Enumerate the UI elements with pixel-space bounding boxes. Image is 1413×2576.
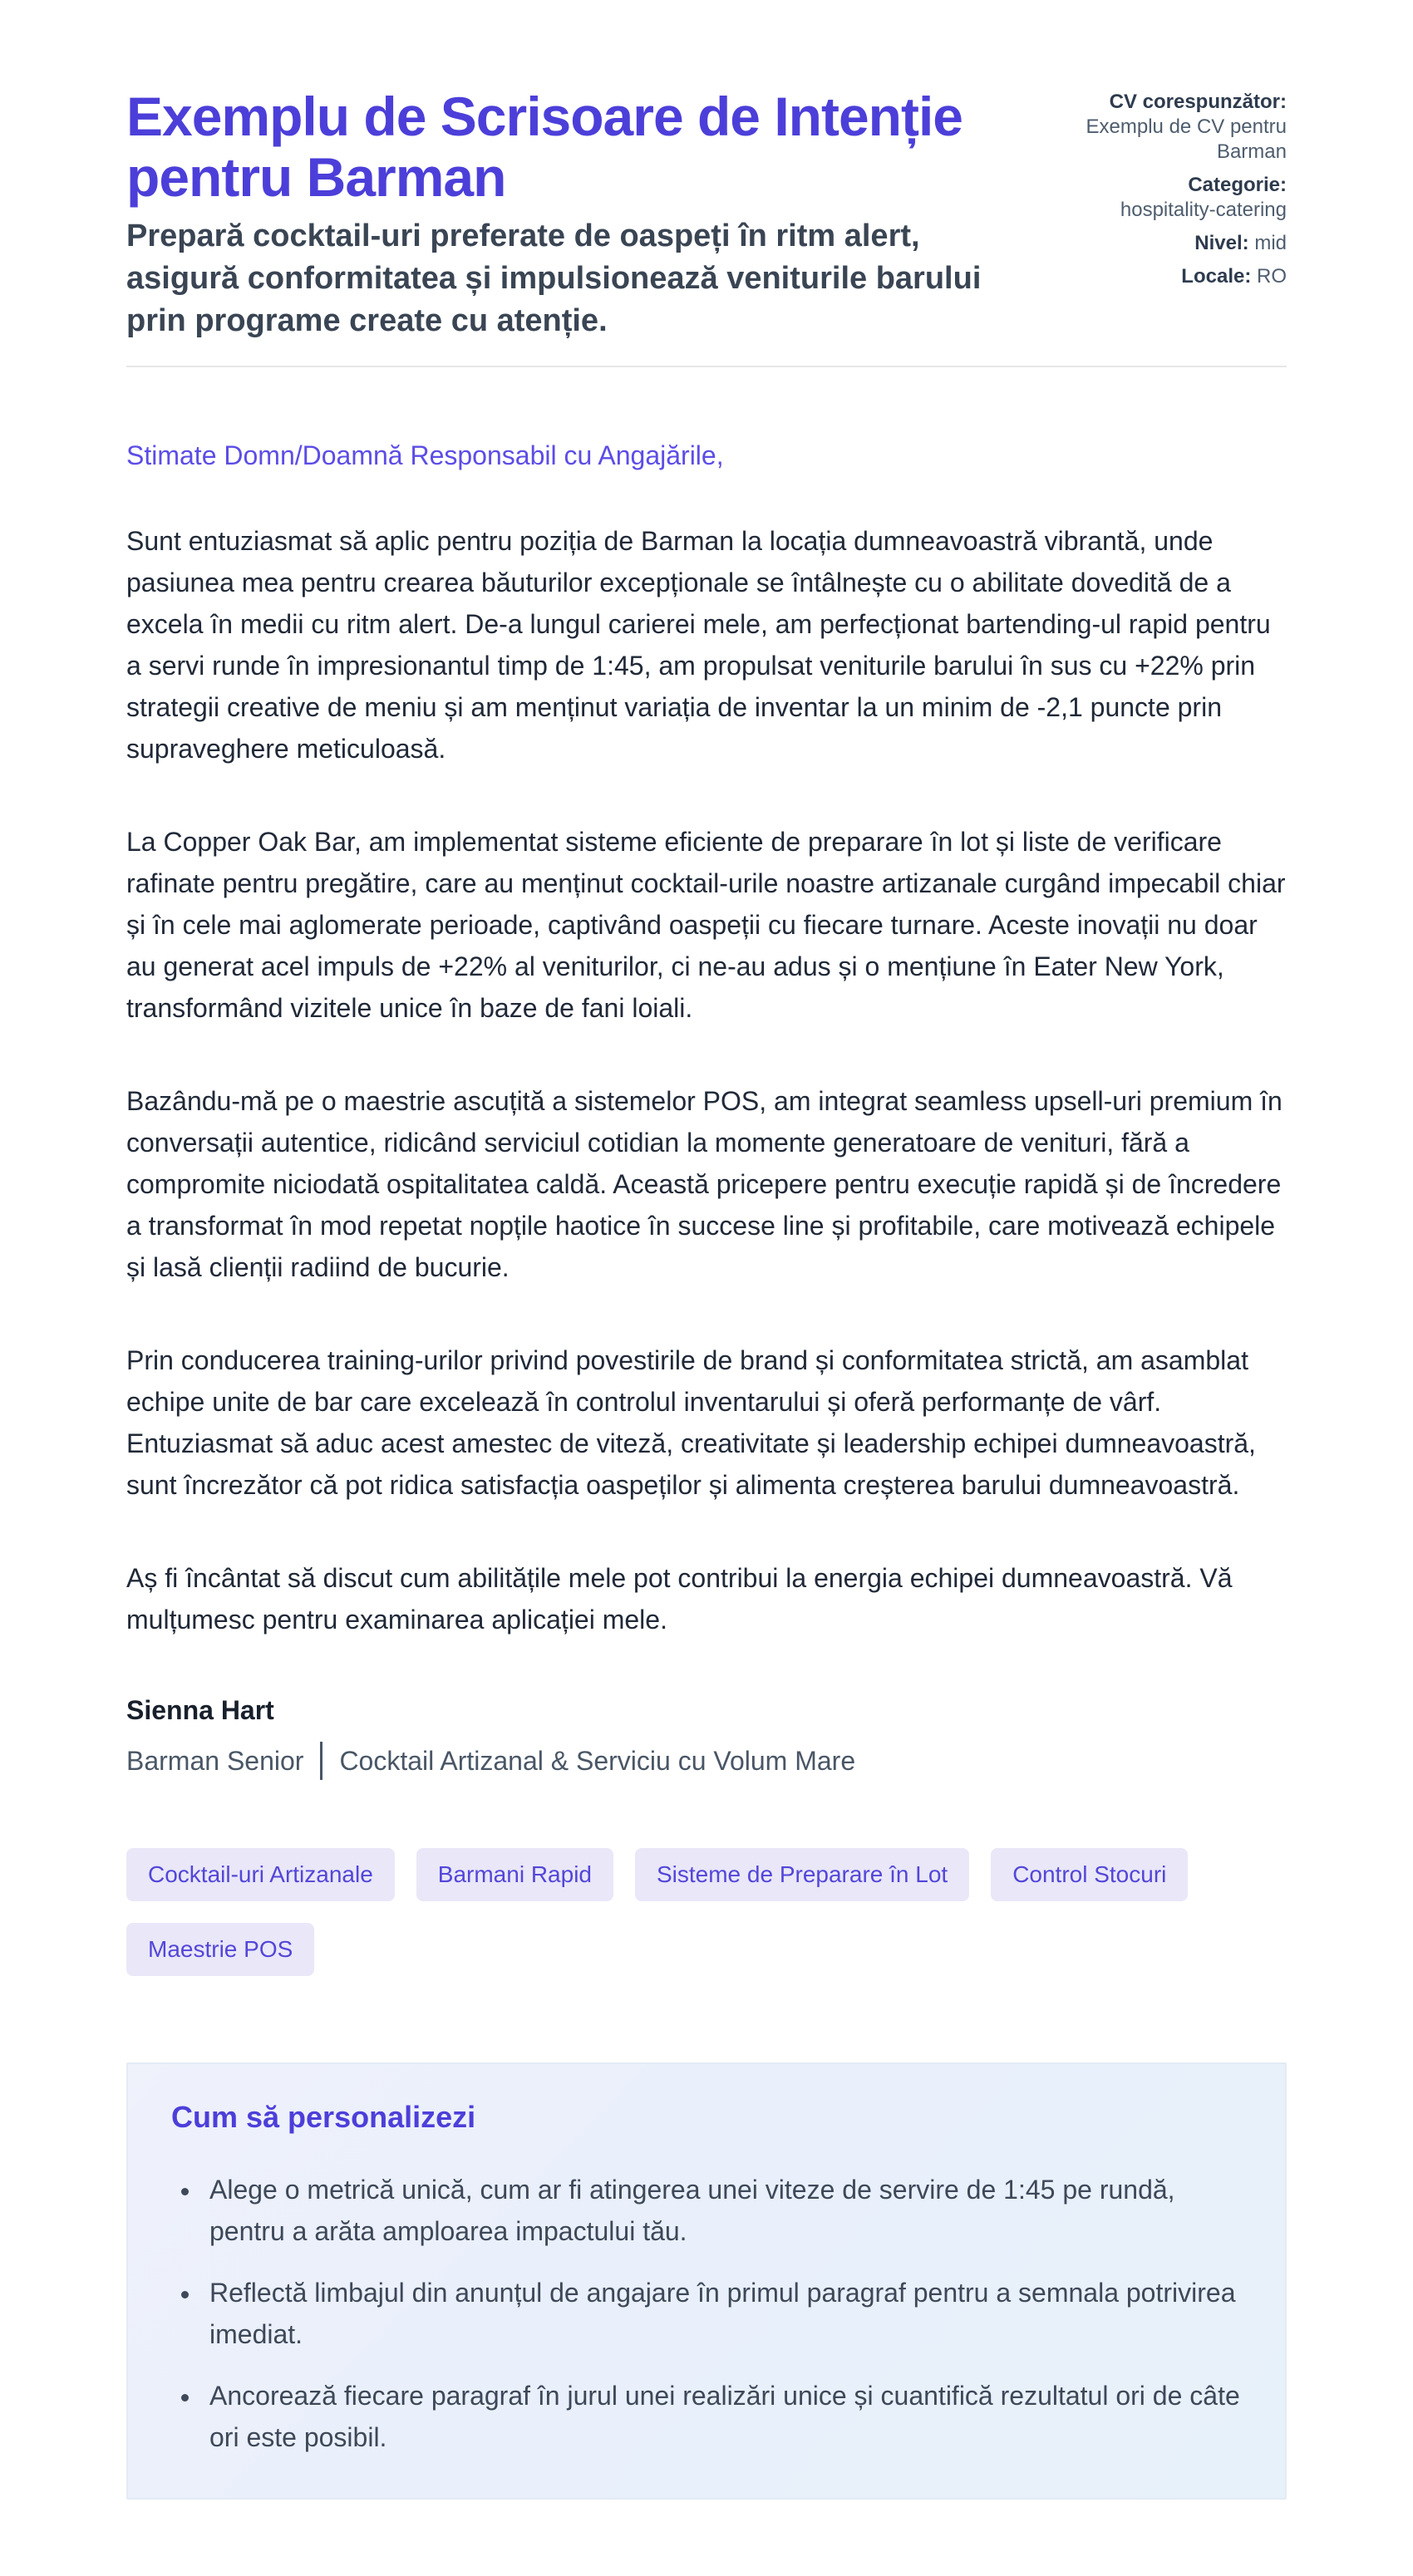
letter-paragraph: Sunt entuziasmat să aplic pentru poziția de Barman la locația dumneavoastră vibrantă, unde pasiunea mea pentru crearea băuturilor excepționale se întâlnește cu o abilitate dovedită de a excela în medii cu ritm alert. De-a lungul carierei mele, am perfecționat bartending-ul rapid pentru a servi runde în impresionantul timp de 1:45, am propulsat veniturile barului în sus cu +22% prin strategii creative de meniu și am menținut variația de inventar la un minim de -2,1 puncte prin supraveghere meticuloasă. — [126, 525, 1271, 764]
letter-paragraph: Prin conducerea training-urilor privind povestirile de brand și conformitatea strictă, am asamblat echipe unite de bar care excelează în controlul inventarului și oferă performanțe de vârf. Entuziasmat să aduc acest amestec de viteză, creativitate și leadership echipei dumneavoastră, sunt încrezător că pot ridica satisfacția oaspeților și alimenta creșterea barului dumneavoastră. — [126, 1345, 1256, 1500]
tips-item: • Alege o metrică unică, cum ar fi atingerea unei viteze de servire de 1:45 pe rundă, pentru a arăta amploarea impactului tău. — [201, 2169, 1242, 2252]
tips-heading: Cum să personalizezi — [171, 2099, 476, 2134]
letter-body — [126, 437, 1287, 1780]
tips-list — [171, 2169, 1242, 2458]
meta-cv-label: CV corespunzător: — [1109, 91, 1287, 113]
signature-role-title: Barman Senior — [126, 1745, 304, 1776]
letter-paragraph: La Copper Oak Bar, am implementat sisteme eficiente de preparare în lot și liste de verificare rafinate pentru pregătire, care au menținut cocktail-urile noastre artizanale curgând impecabil chiar și în cele mai aglomerate perioade, captivând oaspeții cu fiecare turnare. Aceste inovații nu doar au generat acel impuls de +22% al veniturilor, ci ne-au adus și o mențiune în Eater New York, transformând vizitele unice în baze de fani loiali. — [126, 826, 1286, 1023]
title-block — [126, 86, 1009, 342]
meta-cv — [1029, 90, 1287, 165]
meta-category-value: hospitality-catering — [1120, 199, 1287, 221]
meta-locale-label: Locale: — [1181, 265, 1252, 288]
signature-role-specialty: Cocktail Artizanal & Serviciu cu Volum Mare — [339, 1745, 856, 1776]
role-separator — [320, 1742, 322, 1780]
letter-paragraph: Aș fi încântat să discut cum abilitățile mele pot contribui la energia echipei dumneavoastră. Vă mulțumesc pentru examinarea aplicației mele. — [126, 1562, 1233, 1635]
signature-role — [126, 1742, 1287, 1780]
meta-category — [1029, 173, 1287, 223]
tips-item: • Reflectă limbajul din anunțul de angajare în primul paragraf pentru a semnala potrivirea imediat. — [201, 2272, 1242, 2355]
tag-chip-barmani-rapid[interactable]: Barmani Rapid — [416, 1848, 613, 1901]
meta-level — [1029, 231, 1287, 256]
tips-item: • Ancorează fiecare paragraf în jurul unei realizări unice și cuantifică rezultatul ori de câte ori este posibil. — [201, 2375, 1242, 2458]
meta-locale-value: RO — [1257, 265, 1287, 288]
header — [126, 86, 1287, 342]
header-divider — [126, 366, 1287, 367]
content-container — [126, 0, 1287, 2576]
meta-level-value: mid — [1254, 232, 1287, 254]
tag-chip-control-stocuri[interactable]: Control Stocuri — [991, 1848, 1188, 1901]
letter-greeting: Stimate Domn/Doamnă Responsabil cu Angajările, — [126, 440, 724, 470]
meta-panel — [1029, 86, 1287, 297]
page-title: Exemplu de Scrisoare de Intenție pentru Barman — [126, 86, 963, 208]
tag-chip-sisteme-de-preparare-in-lot[interactable]: Sisteme de Preparare în Lot — [635, 1848, 969, 1901]
tag-list — [126, 1848, 1287, 1976]
meta-locale — [1029, 264, 1287, 289]
personalization-tips-box — [126, 2062, 1287, 2500]
tag-chip-cocktail-uri-artizanale[interactable]: Cocktail-uri Artizanale — [126, 1848, 395, 1901]
meta-category-label: Categorie: — [1188, 174, 1287, 196]
page-subtitle: Prepară cocktail-uri preferate de oaspeți în ritm alert, asigură conformitatea și impulsionează veniturile barului prin programe create cu atenție. — [126, 219, 982, 338]
meta-cv-link[interactable]: Exemplu de CV pentru Barman — [1086, 116, 1287, 163]
tag-chip-maestrie-pos[interactable]: Maestrie POS — [126, 1923, 314, 1976]
letter-paragraph: Bazându-mă pe o maestrie ascuțită a sistemelor POS, am integrat seamless upsell-uri premium în conversații autentice, ridicând serviciul cotidian la momente generatoare de venituri, fără a compromite niciodată ospitalitatea caldă. Această pricepere pentru execuție rapidă și de încredere a transformat în mod repetat nopțile haotice în succese line și profitabile, care motivează echipele și lasă clienții radiind de bucurie. — [126, 1085, 1283, 1282]
signature-name: Sienna Hart — [126, 1694, 274, 1725]
meta-level-label: Nivel: — [1194, 232, 1249, 254]
